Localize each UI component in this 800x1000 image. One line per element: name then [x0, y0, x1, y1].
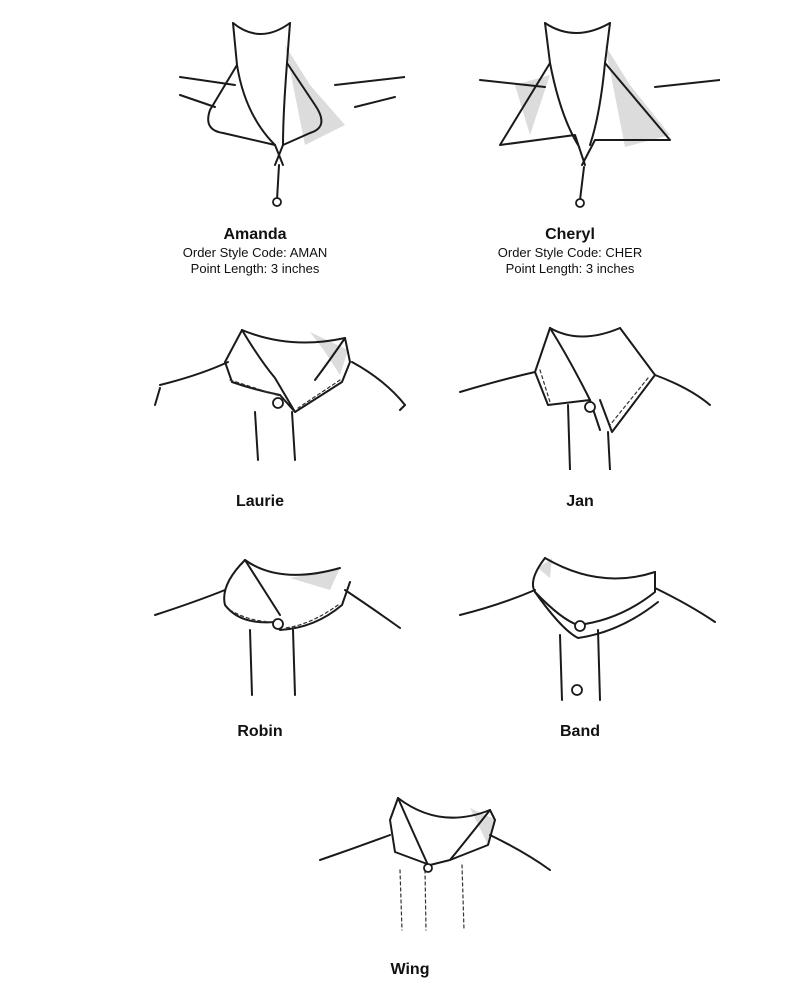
collar-name-robin: Robin	[237, 723, 283, 740]
order-style-code-amanda: Order Style Code: AMAN	[182, 245, 328, 260]
collar-name-jan: Jan	[566, 493, 594, 510]
collar-name-band: Band	[560, 723, 600, 740]
collar-card-wing	[280, 790, 580, 980]
point-length-amanda: Point Length: 3 inches	[190, 261, 320, 277]
collar-card-amanda	[105, 15, 405, 278]
cheryl-caption	[420, 225, 720, 278]
collar-card-jan	[440, 320, 740, 512]
band-collar-icon	[450, 550, 730, 710]
robin-caption	[120, 722, 400, 742]
wing-collar-icon	[300, 790, 560, 940]
collar-name-cheryl: Cheryl	[545, 226, 595, 243]
amanda-caption	[105, 225, 405, 278]
laurie-collar-icon	[130, 320, 410, 470]
amanda-collar-icon	[105, 15, 405, 225]
cheryl-collar-icon	[420, 15, 720, 225]
collar-card-cheryl	[420, 15, 720, 278]
collar-name-laurie: Laurie	[235, 493, 284, 510]
jan-collar-icon	[450, 320, 730, 470]
wing-caption	[280, 960, 540, 980]
collar-card-band	[440, 550, 740, 742]
collar-card-robin	[120, 550, 420, 742]
jan-caption	[440, 492, 720, 512]
point-length-cheryl: Point Length: 3 inches	[505, 261, 635, 277]
robin-collar-icon	[130, 550, 410, 700]
collar-name-amanda: Amanda	[223, 226, 287, 243]
laurie-caption	[120, 492, 400, 512]
band-caption	[440, 722, 720, 742]
collar-card-laurie	[120, 320, 420, 512]
order-style-code-cheryl: Order Style Code: CHER	[497, 245, 643, 260]
collar-name-wing: Wing	[390, 961, 430, 978]
